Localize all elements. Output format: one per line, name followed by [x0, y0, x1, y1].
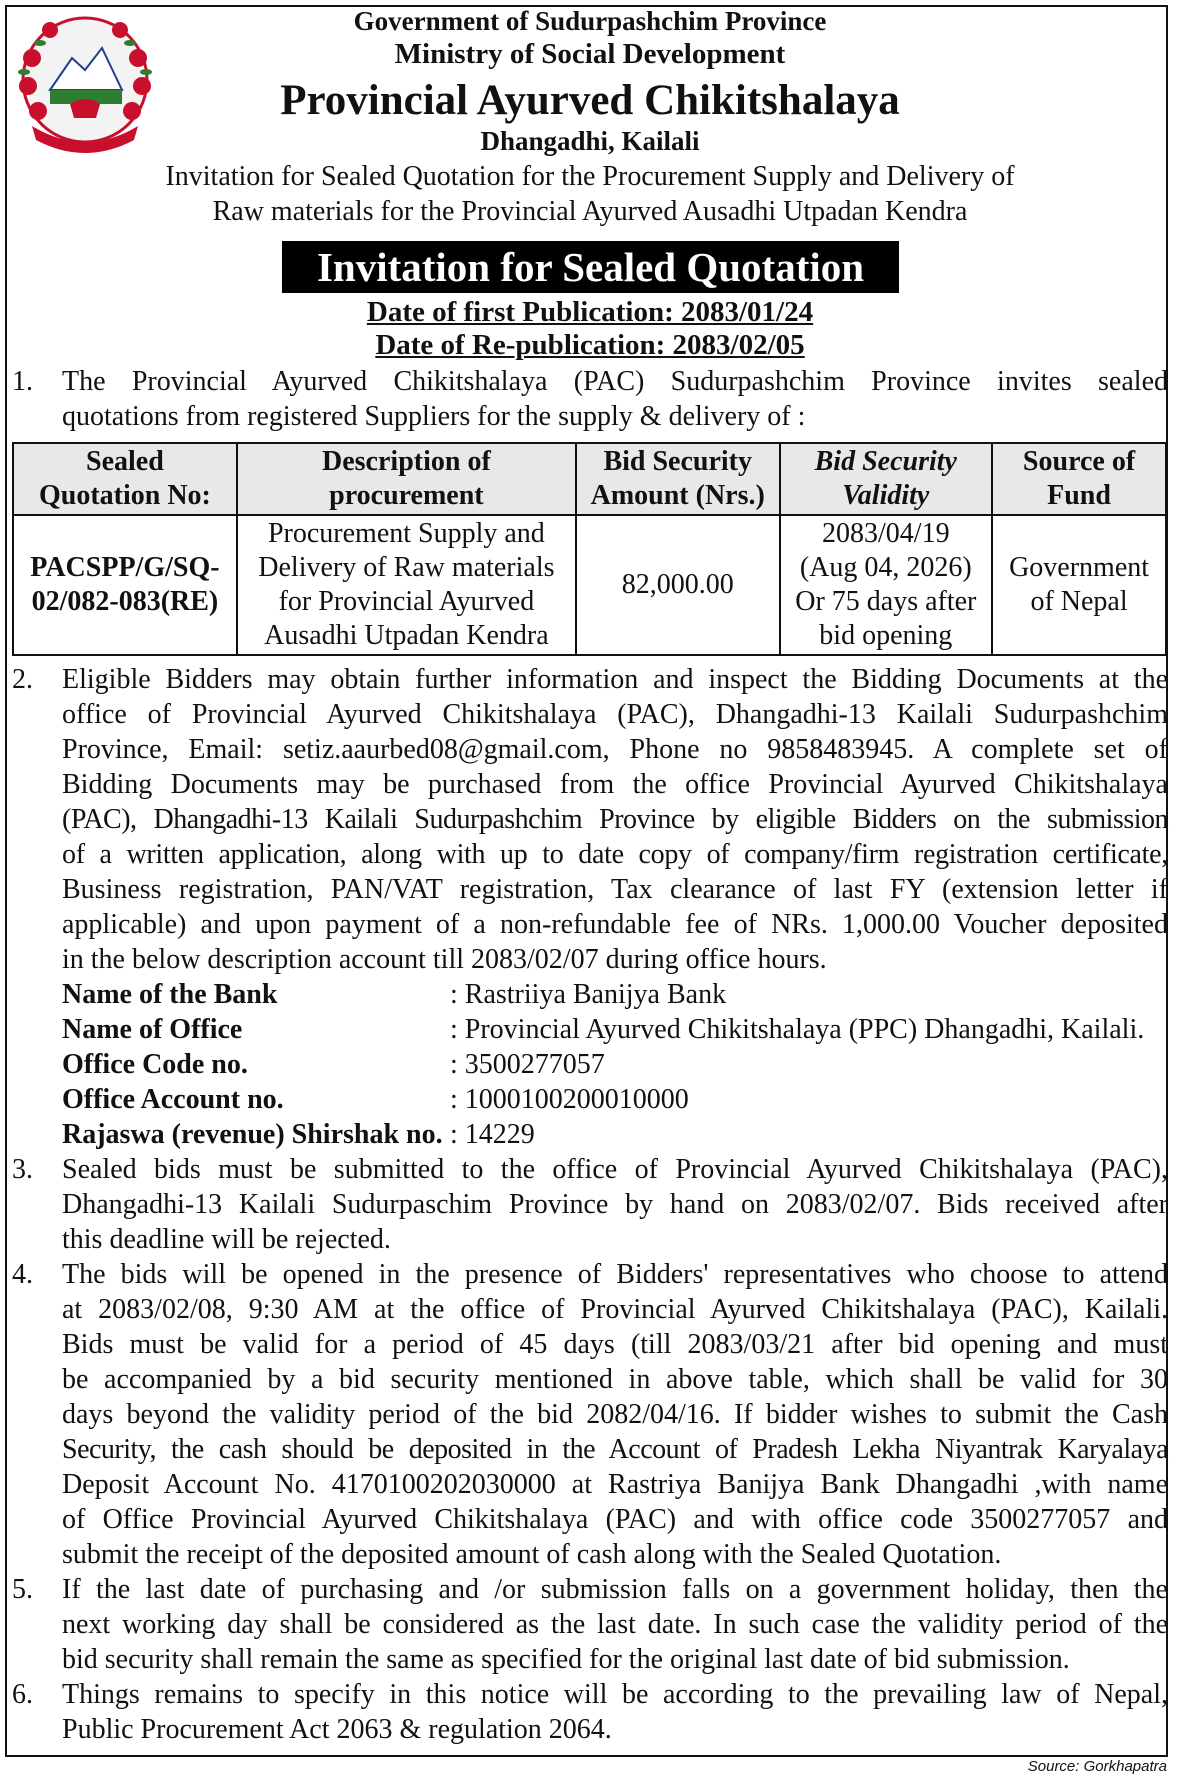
item-number: 4. — [12, 1259, 33, 1290]
source-credit: Source: Gorkhapatra — [1027, 1758, 1167, 1775]
paragraph-line: Sealed bids must be submitted to the office of Provincial Ayurved Chikitshalaya (PAC), — [62, 1154, 1168, 1185]
item-number: 5. — [12, 1574, 33, 1605]
cell-bid-security-validity: 2083/04/19 (Aug 04, 2026) Or 75 days after bid opening — [780, 515, 993, 655]
paragraph-line: bid security shall remain the same as specified for the original last date of bid submission. — [62, 1644, 1070, 1675]
notice-banner: Invitation for Sealed Quotation — [282, 241, 899, 293]
bank-detail-value: : Provincial Ayurved Chikitshalaya (PPC) Dhangadhi, Kailali. — [450, 1014, 1145, 1045]
first-publication-date: Date of first Publication: 2083/01/24 — [366, 296, 814, 328]
paragraph-line: in the below description account till 2083/02/07 during office hours. — [62, 944, 827, 975]
cell-bid-security-amount: 82,000.00 — [576, 515, 780, 655]
bank-detail-label: Rajaswa (revenue) Shirshak no. — [62, 1119, 443, 1150]
header-ministry: Ministry of Social Development — [394, 38, 786, 70]
cell-description: Procurement Supply and Delivery of Raw materials for Provincial Ayurved Ausadhi Utpadan Kendra — [237, 515, 576, 655]
column-header-description: Description of procurement — [237, 443, 576, 515]
header-government: Government of Sudurpashchim Province — [353, 6, 827, 36]
paragraph-line: office of Provincial Ayurved Chikitshalaya (PAC), Dhangadhi-13 Kailali Sudurpashchim — [62, 699, 1168, 730]
item-number: 3. — [12, 1154, 33, 1185]
column-header-quotation-no: Sealed Quotation No: — [13, 443, 237, 515]
paragraph-line: applicable) and upon payment of a non-refundable fee of NRs. 1,000.00 Voucher deposited — [62, 909, 1168, 940]
paragraph-line: of Office Provincial Ayurved Chikitshalaya (PAC) and with office code 3500277057 and — [62, 1504, 1168, 1535]
paragraph-line: Dhangadhi-13 Kailali Sudurpaschim Province by hand on 2083/02/07. Bids received after — [62, 1189, 1168, 1220]
paragraph-line: this deadline will be rejected. — [62, 1224, 391, 1255]
header-location: Dhangadhi, Kailali — [480, 126, 700, 156]
item-number: 2. — [12, 664, 33, 695]
paragraph-line: The bids will be opened in the presence of Bidders' representatives who choose to attend — [62, 1259, 1168, 1290]
bank-detail-value: : 3500277057 — [450, 1049, 605, 1080]
paragraph-line: submit the receipt of the deposited amount of cash along with the Sealed Quotation. — [62, 1539, 1002, 1570]
table-row — [13, 515, 1166, 655]
republication-date: Date of Re-publication: 2083/02/05 — [375, 329, 805, 361]
bank-detail-label: Office Code no. — [62, 1049, 248, 1080]
bank-detail-label: Name of Office — [62, 1014, 243, 1045]
item-number: 6. — [12, 1679, 33, 1710]
notice-subject-line-1: Invitation for Sealed Quotation for the Procurement Supply and Delivery of — [165, 161, 1015, 192]
nepal-emblem-icon — [10, 8, 160, 158]
paragraph-line: Business registration, PAN/VAT registration, Tax clearance of last FY (extension letter if — [62, 874, 1168, 905]
paragraph-line: be accompanied by a bid security mentioned in above table, which shall be valid for 30 — [62, 1364, 1168, 1395]
bank-detail-label: Name of the Bank — [62, 979, 278, 1010]
paragraph-line: Public Procurement Act 2063 & regulation 2064. — [62, 1714, 612, 1745]
paragraph-line: Things remains to specify in this notice will be according to the prevailing law of Nepal, — [62, 1679, 1168, 1710]
paragraph-line: The Provincial Ayurved Chikitshalaya (PAC) Sudurpashchim Province invites sealed — [62, 366, 1168, 397]
paragraph-line: days beyond the validity period of the bid 2082/04/16. If bidder wishes to submit the Cash — [62, 1399, 1168, 1430]
paragraph-line: (PAC), Dhangadhi-13 Kailali Sudurpashchim Province by eligible Bidders on the submission — [62, 804, 1168, 835]
procurement-table — [12, 442, 1167, 656]
paragraph-line: Bidding Documents may be purchased from the office Provincial Ayurved Chikitshalaya — [62, 769, 1168, 800]
paragraph-line: of a written application, along with up to date copy of company/firm registration certificate, — [62, 839, 1168, 870]
paragraph-line: Security, the cash should be deposited in the Account of Pradesh Lekha Niyantrak Karyalaya — [62, 1434, 1168, 1465]
column-header-source-of-fund: Source of Fund — [992, 443, 1166, 515]
notice-subject-line-2: Raw materials for the Provincial Ayurved Ausadhi Utpadan Kendra — [212, 196, 968, 227]
cell-quotation-no: PACSPP/G/SQ- 02/082-083(RE) — [13, 515, 237, 655]
paragraph-line: quotations from registered Suppliers for the supply & delivery of : — [62, 401, 806, 432]
page-title: Provincial Ayurved Chikitshalaya — [280, 77, 900, 124]
bank-detail-label: Office Account no. — [62, 1084, 284, 1115]
paragraph-line: at 2083/02/08, 9:30 AM at the office of Provincial Ayurved Chikitshalaya (PAC), Kailali. — [62, 1294, 1168, 1325]
cell-source-of-fund: Government of Nepal — [992, 515, 1166, 655]
paragraph-line: Bids must be valid for a period of 45 days (till 2083/03/21 after bid opening and must — [62, 1329, 1168, 1360]
paragraph-line: Eligible Bidders may obtain further information and inspect the Bidding Documents at the — [62, 664, 1168, 695]
bank-detail-value: : Rastriiya Banijya Bank — [450, 979, 727, 1010]
table-header-row — [13, 443, 1166, 515]
column-header-bid-security-validity: Bid Security Validity — [780, 443, 993, 515]
paragraph-line: If the last date of purchasing and /or submission falls on a government holiday, then the — [62, 1574, 1168, 1605]
item-number: 1. — [12, 366, 33, 397]
bank-detail-value: : 1000100200010000 — [450, 1084, 689, 1115]
paragraph-line: Province, Email: setiz.aaurbed08@gmail.com, Phone no 9858483945. A complete set of — [62, 734, 1168, 765]
bank-detail-value: : 14229 — [450, 1119, 535, 1150]
paragraph-line: next working day shall be considered as the last date. In such case the validity period of the — [62, 1609, 1168, 1640]
paragraph-line: Deposit Account No. 4170100202030000 at Rastriya Banijya Bank Dhangadhi ,with name — [62, 1469, 1168, 1500]
column-header-bid-security-amount: Bid Security Amount (Nrs.) — [576, 443, 780, 515]
